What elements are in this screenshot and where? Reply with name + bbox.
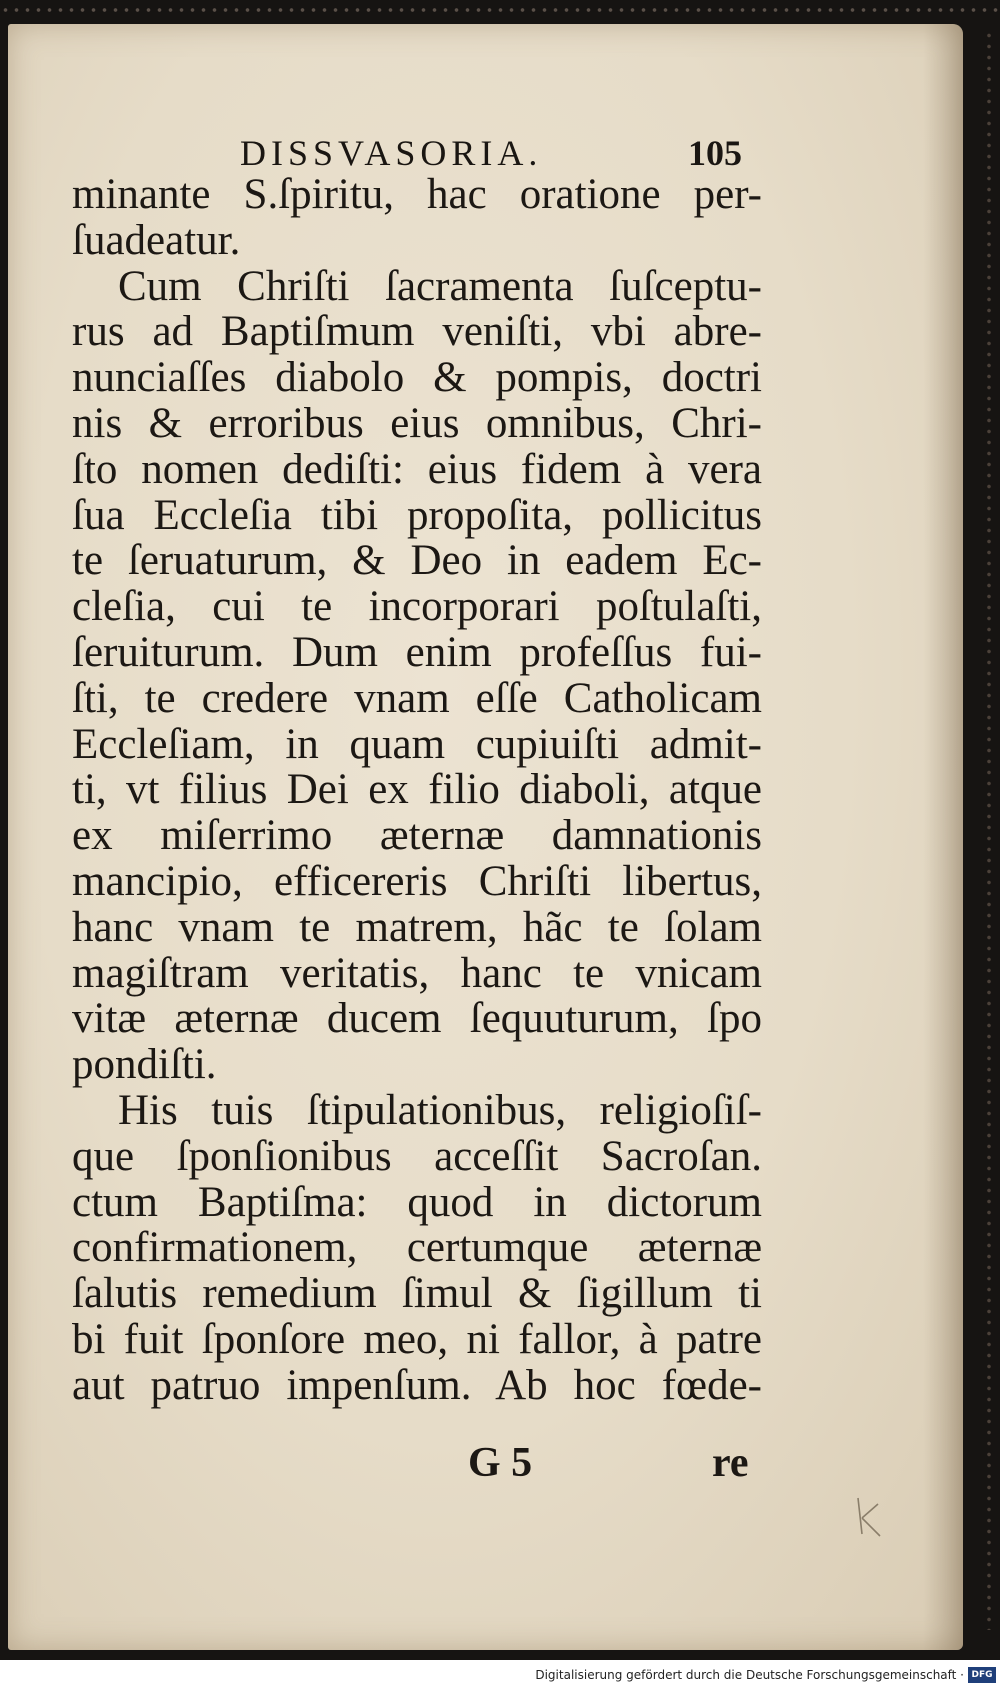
binding-edge <box>984 30 994 1630</box>
footer-credit: Digitalisierung gefördert durch die Deutsche Forschungsgemeinschaft · <box>535 1668 964 1682</box>
footer-bar <box>0 1660 1000 1689</box>
dfg-logo: DFG <box>968 1667 996 1683</box>
text-line: ſto nomen dediſti: eius fidem à vera <box>72 445 762 493</box>
text-line: nunciaſſes diabolo & pompis, doctri <box>72 354 762 402</box>
text-line: confirmationem, certumque æternæ <box>72 1224 762 1272</box>
pencil-mark <box>848 1494 888 1544</box>
text-line: minante S.ſpiritu, hac oratione per- <box>72 171 762 218</box>
text-line: ex miſerrimo æternæ damnationis <box>72 812 762 860</box>
text-line: mancipio, efficereris Chriſti libertus, <box>72 857 762 905</box>
book-page <box>8 24 963 1650</box>
running-head: DISSVASORIA. <box>240 133 543 173</box>
signature-mark: G 5 <box>468 1440 533 1486</box>
text-line: Eccleſiam, in quam cupiuiſti admit- <box>72 720 762 768</box>
text-line: His tuis ſtipulationibus, religioſiſ- <box>118 1086 762 1134</box>
text-line: ſalutis remedium ſimul & ſigillum ti <box>72 1270 762 1318</box>
text-line: ſuadeatur. <box>72 216 241 264</box>
page-number: 105 <box>688 133 742 173</box>
text-line: rus ad Baptiſmum veniſti, vbi abre- <box>72 308 762 356</box>
text-line: pondiſti. <box>72 1041 217 1089</box>
catchword: re <box>712 1440 749 1486</box>
text-line: ſua Eccleſia tibi propoſita, pollicitus <box>72 491 762 539</box>
text-line: ſti, te credere vnam eſſe Catholicam <box>72 674 762 722</box>
text-line: ti, vt filius Dei ex filio diaboli, atque <box>72 766 762 814</box>
text-line: aut patruo impenſum. Ab hoc fœde- <box>72 1361 762 1409</box>
body-text <box>72 172 762 1409</box>
text-line: ctum Baptiſma: quod in dictorum <box>72 1178 762 1226</box>
text-line: hanc vnam te matrem, hãc te ſolam <box>72 903 762 951</box>
text-line: bi fuit ſponſore meo, ni fallor, à patre <box>72 1315 762 1363</box>
text-line: magiſtram veritatis, hanc te vnicam <box>72 949 762 997</box>
text-line: Cum Chriſti ſacramenta ſuſceptu- <box>118 262 762 310</box>
perforated-edge <box>0 6 1000 14</box>
text-line: te ſeruaturum, & Deo in eadem Ec- <box>72 537 762 585</box>
text-line: vitæ æternæ ducem ſequuturum, ſpo <box>72 995 762 1043</box>
text-line: nis & erroribus eius omnibus, Chri- <box>72 399 762 447</box>
text-line: ſeruiturum. Dum enim profeſſus fui- <box>72 628 762 676</box>
text-line: que ſponſionibus acceſſit Sacroſan. <box>72 1132 762 1180</box>
text-line: cleſia, cui te incorporari poſtulaſti, <box>72 583 762 631</box>
